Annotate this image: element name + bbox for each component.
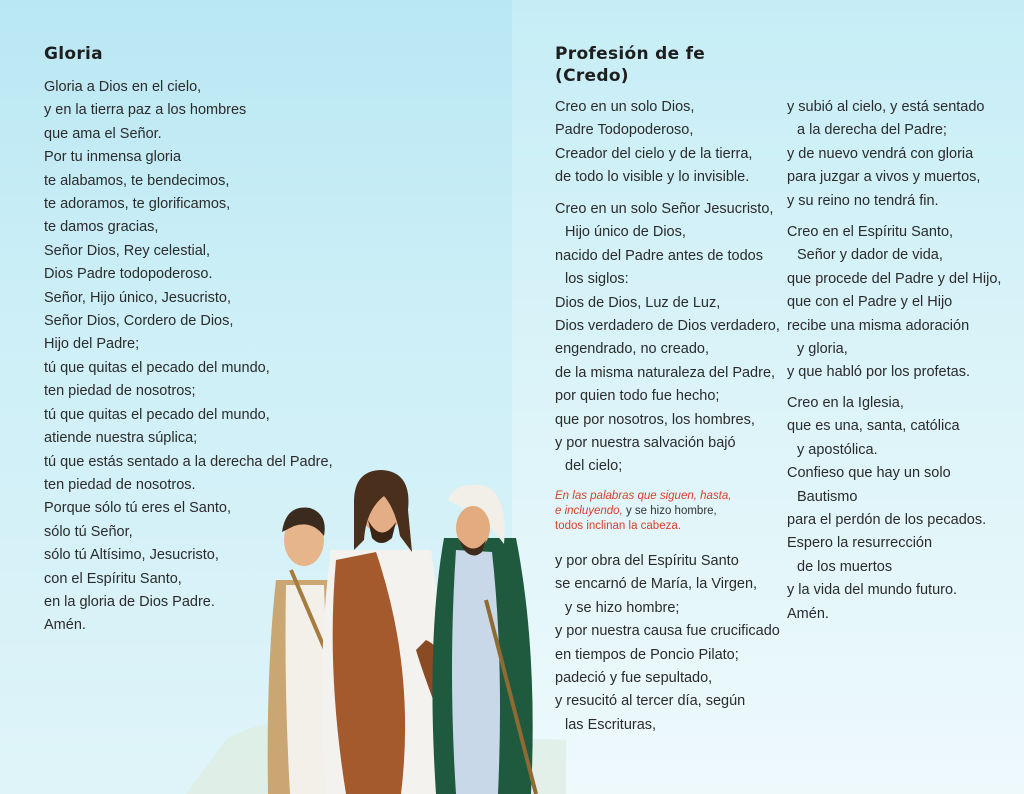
- credo-line: y por nuestra salvación bajó: [555, 435, 736, 452]
- credo-line: Creo en un solo Dios,: [555, 99, 695, 115]
- credo-line: de la misma naturaleza del Padre,: [555, 364, 776, 381]
- man-figure: [432, 485, 536, 794]
- rubric-line: e incluyendo,: [555, 505, 623, 517]
- gloria-line: Dios Padre todopoderoso.: [44, 266, 213, 283]
- gloria-line: tú que quitas el pecado del mundo,: [44, 406, 270, 423]
- gloria-line: atiende nuestra súplica;: [44, 430, 198, 447]
- credo-line: y por nuestra causa fue crucificado: [555, 623, 780, 640]
- credo-line: se encarnó de María, la Virgen,: [555, 576, 758, 593]
- credo-col1-block3: [555, 550, 780, 737]
- credo-line: y por obra del Espíritu Santo: [555, 553, 739, 569]
- gloria-line: Señor Dios, Rey celestial,: [44, 242, 211, 259]
- jesus-figure: [322, 470, 448, 794]
- credo-title-line2: (Credo): [555, 66, 629, 86]
- credo-line: de todo lo visible y lo invisible.: [555, 169, 750, 186]
- credo-line: Dios de Dios, Luz de Luz,: [555, 294, 721, 311]
- credo-line: Bautismo: [797, 488, 858, 505]
- credo-line: y resucitó al tercer día, según: [555, 693, 746, 710]
- gloria-line: y en la tierra paz a los hombres: [44, 102, 247, 119]
- credo-line: y subió al cielo, y está sentado: [787, 99, 985, 115]
- three-figures-illustration: [186, 440, 566, 794]
- gloria-line: Señor Dios, Cordero de Dios,: [44, 313, 234, 330]
- credo-col2-block1: [787, 96, 984, 213]
- credo-line: Creo en la Iglesia,: [787, 395, 904, 411]
- credo-title-line1: Profesión de fe: [555, 44, 706, 64]
- credo-line: Señor y dador de vida,: [797, 247, 943, 264]
- credo-line: y apostólica.: [797, 441, 878, 458]
- credo-line: engendrado, no creado,: [555, 341, 709, 358]
- credo-line: las Escrituras,: [565, 716, 657, 733]
- credo-line: que es una, santa, católica: [787, 418, 960, 435]
- credo-line: y que habló por los profetas.: [787, 364, 970, 381]
- rubric-note: [555, 489, 731, 534]
- gloria-line: ten piedad de nosotros;: [44, 383, 196, 400]
- credo-col2-block2: [787, 221, 1001, 385]
- rubric-line: y se hizo hombre,: [622, 505, 717, 517]
- credo-line: y se hizo hombre;: [565, 599, 680, 616]
- credo-line: y su reino no tendrá fin.: [787, 192, 939, 209]
- gloria-title: Gloria: [44, 44, 103, 64]
- gloria-line: con el Espíritu Santo,: [44, 570, 182, 587]
- credo-line: por quien todo fue hecho;: [555, 388, 720, 405]
- credo-line: y gloria,: [797, 341, 848, 358]
- credo-line: que por nosotros, los hombres,: [555, 411, 755, 428]
- credo-line: Creador del cielo y de la tierra,: [555, 145, 753, 162]
- gloria-line: tú que estás sentado a la derecha del Padre,: [44, 453, 333, 470]
- credo-line: nacido del Padre antes de todos: [555, 247, 763, 264]
- credo-line: Creo en el Espíritu Santo,: [787, 224, 954, 240]
- gloria-line: te adoramos, te glorificamos,: [44, 196, 231, 213]
- gloria-line: Amén.: [44, 617, 86, 634]
- credo-line: padeció y fue sepultado,: [555, 670, 713, 687]
- gloria-line: sólo tú Señor,: [44, 523, 133, 540]
- credo-line: recibe una misma adoración: [787, 317, 970, 334]
- credo-line: los siglos:: [565, 271, 629, 288]
- gloria-line: que ama el Señor.: [44, 125, 162, 142]
- gloria-line: sólo tú Altísimo, Jesucristo,: [44, 547, 219, 564]
- gloria-line: te damos gracias,: [44, 219, 159, 236]
- credo-line: y de nuevo vendrá con gloria: [787, 145, 974, 162]
- credo-line: Espero la resurrección: [787, 535, 933, 552]
- gloria-line: en la gloria de Dios Padre.: [44, 593, 215, 610]
- gloria-line: Señor, Hijo único, Jesucristo,: [44, 289, 231, 306]
- credo-col2-block3: [787, 392, 986, 626]
- credo-line: Confieso que hay un solo: [787, 465, 951, 482]
- credo-line: Amén.: [787, 605, 829, 622]
- rubric-line: En las palabras que siguen, hasta,: [555, 490, 732, 502]
- credo-line: y la vida del mundo futuro.: [787, 582, 958, 599]
- gloria-line: Gloria a Dios en el cielo,: [44, 79, 202, 95]
- credo-line: a la derecha del Padre;: [797, 122, 947, 139]
- gloria-line: tú que quitas el pecado del mundo,: [44, 359, 270, 376]
- credo-line: del cielo;: [565, 458, 623, 475]
- credo-line: para juzgar a vivos y muertos,: [787, 169, 981, 186]
- rubric-line: todos inclinan la cabeza.: [555, 520, 681, 532]
- credo-line: Padre Todopoderoso,: [555, 122, 694, 139]
- credo-line: de los muertos: [797, 558, 893, 575]
- credo-line: Dios verdadero de Dios verdadero,: [555, 318, 780, 335]
- credo-col1-block1: [555, 96, 752, 190]
- gloria-line: Hijo del Padre;: [44, 336, 140, 353]
- gloria-line: Porque sólo tú eres el Santo,: [44, 500, 232, 517]
- credo-col1-block2: [555, 198, 780, 479]
- gloria-line: te alabamos, te bendecimos,: [44, 172, 230, 189]
- credo-line: en tiempos de Poncio Pilato;: [555, 646, 739, 663]
- credo-line: Creo en un solo Señor Jesucristo,: [555, 201, 774, 217]
- gloria-line: Por tu inmensa gloria: [44, 149, 182, 166]
- credo-line: que procede del Padre y del Hijo,: [787, 270, 1002, 287]
- credo-line: que con el Padre y el Hijo: [787, 294, 953, 311]
- credo-line: Hijo único de Dios,: [565, 224, 686, 241]
- credo-line: para el perdón de los pecados.: [787, 512, 987, 529]
- gloria-line: ten piedad de nosotros.: [44, 476, 196, 493]
